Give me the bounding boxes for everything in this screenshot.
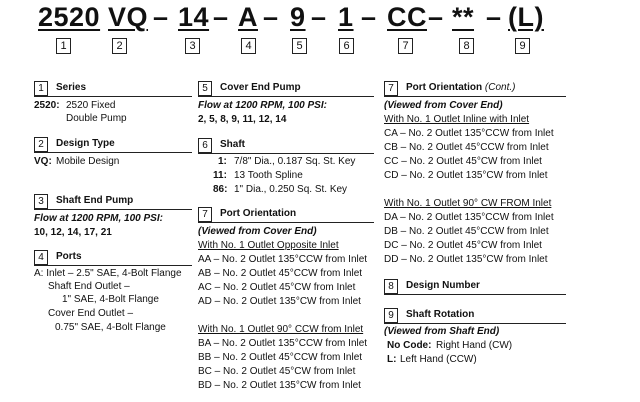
section-number: 5 bbox=[198, 81, 212, 96]
code-box-9: 9 bbox=[515, 38, 530, 54]
code-box-1: 1 bbox=[56, 38, 71, 54]
code-design-number: ** bbox=[452, 2, 475, 32]
code-box-6: 6 bbox=[339, 38, 354, 54]
section-title: Ports bbox=[56, 251, 82, 262]
port-orientation-viewed: (Viewed from Cover End) bbox=[384, 100, 503, 111]
code-separator: – bbox=[486, 2, 502, 32]
section-port-orientation-cont-header bbox=[384, 81, 566, 97]
shaft-rotation-viewed: (Viewed from Shaft End) bbox=[384, 326, 500, 337]
series-text: 2520 Fixed bbox=[66, 100, 116, 111]
shaft-end-pump-values: 10, 12, 14, 17, 21 bbox=[34, 227, 112, 238]
section-number: 7 bbox=[198, 207, 212, 222]
cover-end-pump-values: 2, 5, 8, 9, 11, 12, 14 bbox=[198, 114, 287, 125]
code-box-4: 4 bbox=[241, 38, 256, 54]
section-shaft-rotation-header bbox=[384, 308, 566, 324]
section-ports-header bbox=[34, 250, 192, 266]
code-box-2: 2 bbox=[112, 38, 127, 54]
code-separator: – bbox=[428, 2, 444, 32]
shaft-rotation-code: L: bbox=[387, 354, 397, 365]
ports-line: Shaft End Outlet – bbox=[48, 281, 130, 292]
ports-line: A: Inlet – 2.5" SAE, 4-Bolt Flange bbox=[34, 268, 182, 279]
section-design-type-header bbox=[34, 137, 192, 153]
code-box-3: 3 bbox=[185, 38, 200, 54]
code-box-8: 8 bbox=[459, 38, 474, 54]
port-orientation-item: CC – No. 2 Outlet 45°CW from Inlet bbox=[384, 156, 542, 167]
design-type-code: VQ: bbox=[34, 156, 52, 167]
section-title-cont: (Cont.) bbox=[484, 82, 516, 93]
section-shaft-end-pump-header bbox=[34, 194, 192, 210]
section-series-header bbox=[34, 81, 192, 97]
port-orientation-item: AD – No. 2 Outlet 135°CW from Inlet bbox=[198, 296, 361, 307]
code-port-orientation: CC bbox=[387, 2, 427, 32]
code-separator: – bbox=[361, 2, 377, 32]
ports-line: 1" SAE, 4-Bolt Flange bbox=[62, 294, 159, 305]
code-box-5: 5 bbox=[292, 38, 307, 54]
section-shaft-header bbox=[198, 138, 374, 154]
shaft-rotation-code: No Code: bbox=[387, 340, 432, 351]
section-title: Port Orientation bbox=[220, 208, 297, 219]
section-title: Design Type bbox=[56, 138, 115, 149]
shaft-code: 1: bbox=[218, 156, 227, 167]
shaft-end-pump-subtitle: Flow at 1200 RPM, 100 PSI: bbox=[34, 213, 163, 224]
section-number: 2 bbox=[34, 137, 48, 152]
port-orientation-group-heading: With No. 1 Outlet 90° CW FROM Inlet bbox=[384, 198, 552, 209]
section-number: 9 bbox=[384, 308, 398, 323]
code-separator: – bbox=[153, 2, 169, 32]
code-separator: – bbox=[263, 2, 279, 32]
shaft-rotation-text: Right Hand (CW) bbox=[436, 340, 513, 351]
port-orientation-item: CA – No. 2 Outlet 135°CCW from Inlet bbox=[384, 128, 554, 139]
shaft-code: 86: bbox=[213, 184, 228, 195]
section-title: Shaft bbox=[220, 139, 245, 150]
section-title: Design Number bbox=[406, 280, 480, 291]
section-number: 6 bbox=[198, 138, 212, 153]
port-orientation-group-heading: With No. 1 Outlet Inline with Inlet bbox=[384, 114, 530, 125]
section-number: 4 bbox=[34, 250, 48, 265]
port-orientation-item: AA – No. 2 Outlet 135°CCW from Inlet bbox=[198, 254, 368, 265]
section-cover-end-pump-header bbox=[198, 81, 374, 97]
port-orientation-group-heading: With No. 1 Outlet 90° CCW from Inlet bbox=[198, 324, 364, 335]
section-title-text: Port Orientation bbox=[406, 82, 483, 93]
code-shaft-end-pump: 14 bbox=[178, 2, 210, 32]
section-port-orientation-header bbox=[198, 207, 374, 223]
section-title: Shaft Rotation bbox=[406, 309, 475, 320]
shaft-text: 13 Tooth Spline bbox=[234, 170, 303, 181]
section-title bbox=[406, 82, 515, 93]
cover-end-pump-subtitle: Flow at 1200 RPM, 100 PSI: bbox=[198, 100, 327, 111]
section-number: 1 bbox=[34, 81, 48, 96]
section-number: 3 bbox=[34, 194, 48, 209]
port-orientation-item: BB – No. 2 Outlet 45°CCW from Inlet bbox=[198, 352, 363, 363]
port-orientation-item: DA – No. 2 Outlet 135°CCW from Inlet bbox=[384, 212, 554, 223]
shaft-text: 1" Dia., 0.250 Sq. St. Key bbox=[234, 184, 348, 195]
section-title: Series bbox=[56, 82, 87, 93]
port-orientation-viewed: (Viewed from Cover End) bbox=[198, 226, 317, 237]
port-orientation-item: AB – No. 2 Outlet 45°CCW from Inlet bbox=[198, 268, 363, 279]
shaft-rotation-text: Left Hand (CCW) bbox=[400, 354, 477, 365]
shaft-code: 11: bbox=[213, 170, 227, 181]
section-number: 8 bbox=[384, 279, 398, 294]
port-orientation-item: CB – No. 2 Outlet 45°CCW from Inlet bbox=[384, 142, 549, 153]
section-title: Shaft End Pump bbox=[56, 195, 134, 206]
ports-line: 0.75" SAE, 4-Bolt Flange bbox=[55, 322, 166, 333]
series-code: 2520: bbox=[34, 100, 60, 111]
port-orientation-item: DC – No. 2 Outlet 45°CW from Inlet bbox=[384, 240, 542, 251]
section-title: Cover End Pump bbox=[220, 82, 301, 93]
series-text: Double Pump bbox=[66, 113, 127, 124]
port-orientation-item: DB – No. 2 Outlet 45°CCW from Inlet bbox=[384, 226, 549, 237]
port-orientation-item: BA – No. 2 Outlet 135°CCW from Inlet bbox=[198, 338, 368, 349]
section-number: 7 bbox=[384, 81, 398, 96]
code-shaft-rotation: (L) bbox=[508, 2, 544, 32]
code-separator: – bbox=[311, 2, 327, 32]
design-type-text: Mobile Design bbox=[56, 156, 120, 167]
code-cover-end-pump: 9 bbox=[290, 2, 306, 32]
port-orientation-item: BD – No. 2 Outlet 135°CW from Inlet bbox=[198, 380, 361, 391]
ports-line: Cover End Outlet – bbox=[48, 308, 134, 319]
code-separator: – bbox=[213, 2, 229, 32]
code-series: 2520 bbox=[38, 2, 101, 32]
code-design-type: VQ bbox=[108, 2, 149, 32]
port-orientation-item: AC – No. 2 Outlet 45°CW from Inlet bbox=[198, 282, 356, 293]
port-orientation-item: CD – No. 2 Outlet 135°CW from Inlet bbox=[384, 170, 548, 181]
section-design-number-header bbox=[384, 279, 566, 295]
shaft-text: 7/8" Dia., 0.187 Sq. St. Key bbox=[234, 156, 356, 167]
port-orientation-item: DD – No. 2 Outlet 135°CW from Inlet bbox=[384, 254, 548, 265]
code-ports: A bbox=[238, 2, 258, 32]
port-orientation-item: BC – No. 2 Outlet 45°CW from Inlet bbox=[198, 366, 356, 377]
code-box-7: 7 bbox=[398, 38, 413, 54]
port-orientation-group-heading: With No. 1 Outlet Opposite Inlet bbox=[198, 240, 339, 251]
code-shaft: 1 bbox=[338, 2, 354, 32]
